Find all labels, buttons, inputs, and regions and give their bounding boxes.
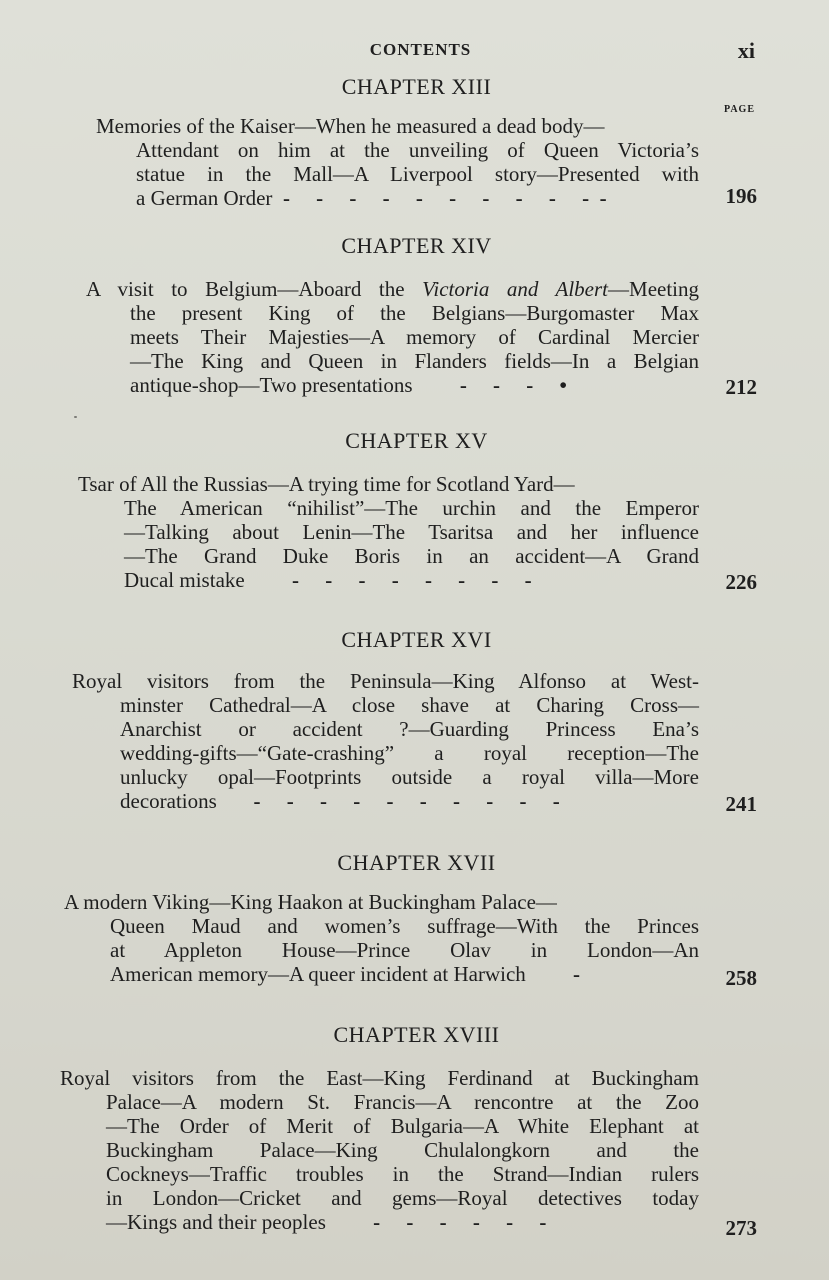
folio-page-number: xi [737,38,755,63]
ship-name: Victoria and Albert [422,277,609,301]
summary-line: —Kings and their peoples [106,1210,326,1234]
dot-leader: - [525,962,581,986]
summary-line: meets Their Majesties—A memory of Cardinal Mercier [130,325,699,349]
summary-line: Palace—A modern St. Francis—A rencontre at the Zoo [106,1090,699,1114]
summary-line-first [86,277,699,301]
summary-line: antique-shop—Two presentations [130,373,413,397]
chapter-title: CHAPTER XV [345,428,488,453]
chapter-xviii-page: 273 [725,1216,757,1240]
summary-line: Royal visitors from the Peninsula—King Alfonso at West- [72,669,699,693]
summary-text: —Meeting [608,277,699,301]
summary-line: the present King of the Belgians—Burgomaster Max [130,301,699,325]
chapter-title: CHAPTER XIII [341,74,492,99]
chapter-xvi-summary [72,669,699,813]
summary-line: decorations [120,789,217,813]
summary-line: Tsar of All the Russias—A trying time for Scotland Yard— [78,472,575,496]
running-head [0,40,829,64]
chapter-xviii-summary [60,1066,699,1234]
summary-text: A visit to Belgium—Aboard the [86,277,423,301]
summary-line: a German Order [136,186,273,210]
running-title: CONTENTS [369,40,472,59]
summary-line: Ducal mistake [124,568,245,592]
chapter-xv-page: 226 [725,570,757,594]
chapter-xiii-page: 196 [725,184,757,208]
summary-line: unlucky opal—Footprints outside a royal villa—More [120,765,699,789]
summary-line: American memory—A queer incident at Harwich [110,962,526,986]
summary-line-last [96,186,699,210]
summary-line: Royal visitors from the East—King Ferdinand at Buckingham [60,1066,699,1090]
dot-leader: - - - - - - - - - - - [272,186,607,210]
page-column-label: PAGE [723,104,755,115]
summary-line-last [72,789,699,813]
chapter-xvi-page: 241 [725,792,757,816]
summary-line: Buckingham Palace—King Chulalongkorn and the [106,1138,699,1162]
summary-line: A modern Viking—King Haakon at Buckingham Palace— [64,890,557,914]
chapter-title: CHAPTER XVIII [333,1022,500,1047]
summary-line: Queen Maud and women’s suffrage—With the Princes [110,914,699,938]
summary-line: in London—Cricket and gems—Royal detectives today [106,1186,699,1210]
summary-line-last [86,373,699,397]
chapter-xiv-summary [86,277,699,397]
summary-line: statue in the Mall—A Liverpool story—Presented with [136,162,699,186]
dot-leader: - - - - - - - - - - [216,789,560,813]
summary-line: Attendant on him at the unveiling of Queen Victoria’s [136,138,699,162]
summary-line: Anarchist or accident ?—Guarding Princess Ena’s [120,717,699,741]
chapter-xvi [0,627,829,653]
chapter-title: CHAPTER XVII [337,850,496,875]
summary-line: The American “nihilist”—The urchin and the Emperor [124,496,699,520]
chapter-title: CHAPTER XIV [341,233,492,258]
summary-line: at Appleton House—Prince Olav in London—An [110,938,699,962]
summary-line: —The King and Queen in Flanders fields—In a Belgian [130,349,699,373]
summary-line: minster Cathedral—A close shave at Charing Cross— [120,693,699,717]
chapter-xviii [0,1022,829,1048]
chapter-xv [0,428,829,454]
summary-line: Cockneys—Traffic troubles in the Strand—Indian rulers [106,1162,699,1186]
chapter-xiv-page: 212 [725,375,757,399]
chapter-xiii [0,74,829,100]
dot-leader: - - - - - - [325,1210,547,1234]
summary-line: —Talking about Lenin—The Tsaritsa and her influence [124,520,699,544]
dot-leader: - - - • [412,373,567,397]
chapter-xiii-summary [96,114,699,210]
chapter-xv-summary [78,472,699,592]
chapter-xvii-summary [64,890,699,986]
paper-speck [74,416,77,418]
summary-line-last [64,962,699,986]
chapter-xvii [0,850,829,876]
chapter-xiv [0,233,829,259]
summary-line: —The Order of Merit of Bulgaria—A White Elephant at [106,1114,699,1138]
dot-leader: - - - - - - - - [244,568,532,592]
summary-line: Memories of the Kaiser—When he measured a dead body— [96,114,605,138]
summary-line-last [78,568,699,592]
chapter-xvii-page: 258 [725,966,757,990]
chapter-title: CHAPTER XVI [341,627,492,652]
summary-line: —The Grand Duke Boris in an accident—A Grand [124,544,699,568]
summary-line-last [60,1210,699,1234]
summary-line: wedding-gifts—“Gate-crashing” a royal reception—The [120,741,699,765]
